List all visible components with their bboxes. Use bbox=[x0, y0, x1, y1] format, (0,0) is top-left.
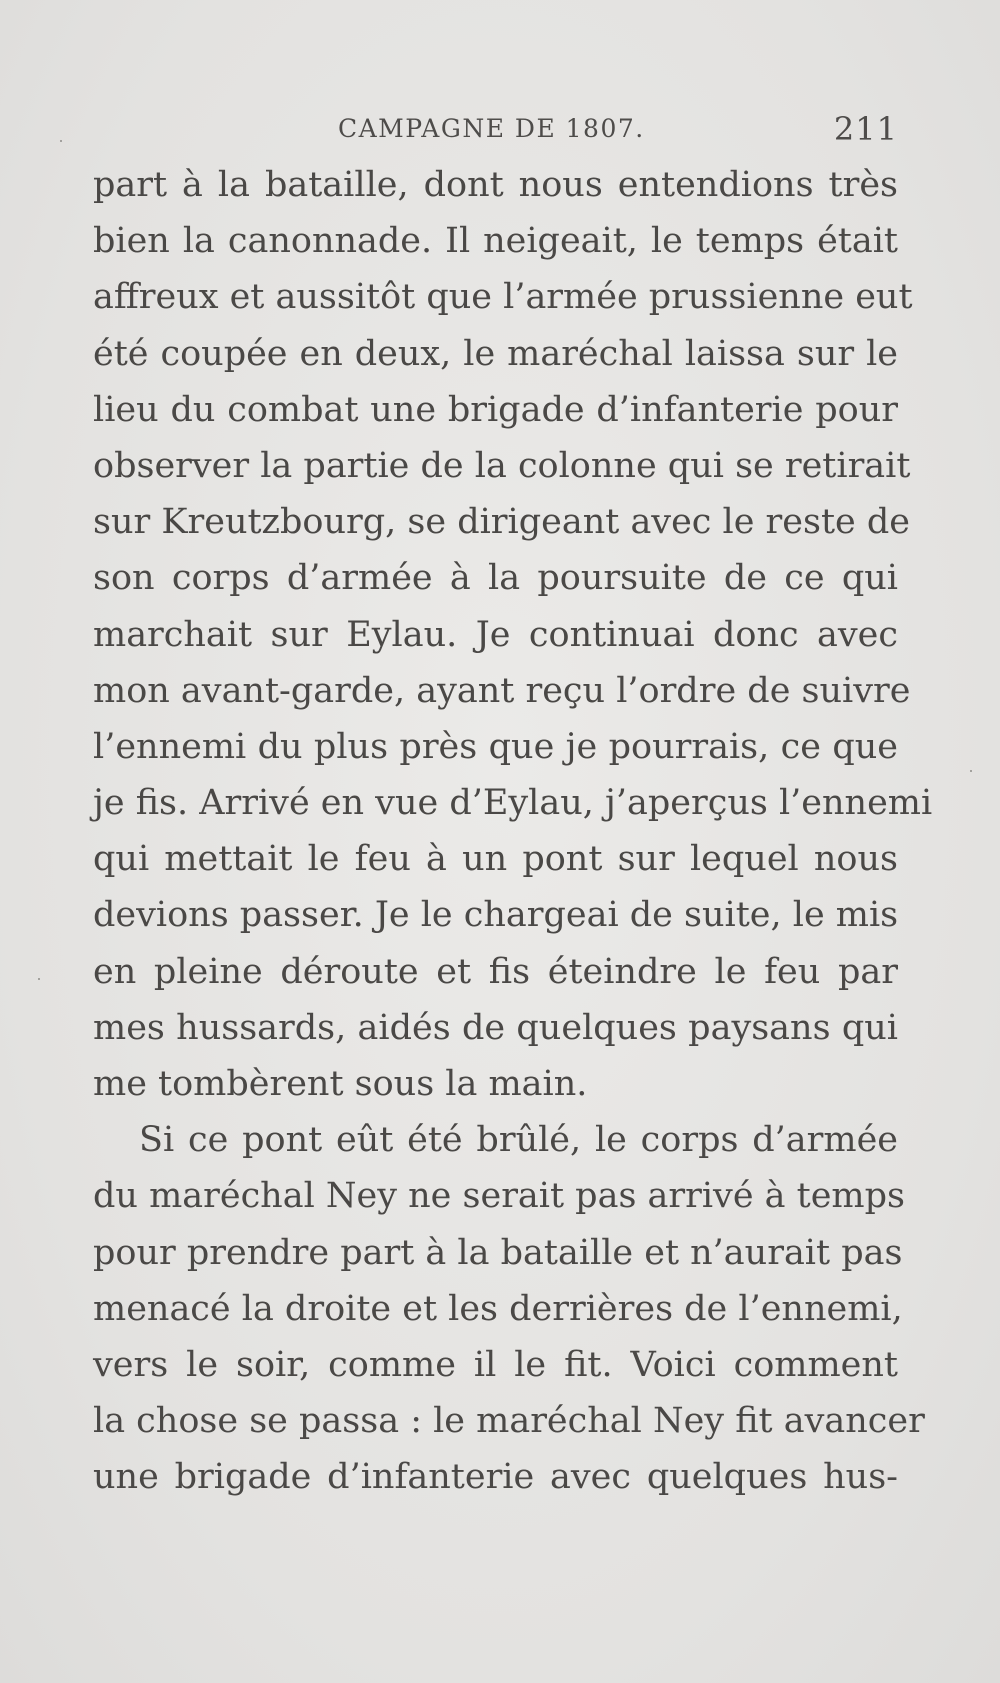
running-head bbox=[93, 110, 898, 150]
paper-speck bbox=[970, 770, 972, 772]
running-head-title: CAMPAGNE DE 1807. bbox=[338, 114, 645, 143]
text-line: en pleine déroute et fis éteindre le feu par bbox=[93, 951, 898, 992]
text-line: menacé la droite et les derrières de l’ennemi, bbox=[93, 1288, 903, 1329]
paper-speck bbox=[38, 978, 40, 980]
text-line: bien la canonnade. Il neigeait, le temps était bbox=[93, 221, 898, 262]
text-line: mes hussards, aidés de quelques paysans qui bbox=[93, 1007, 898, 1048]
paragraph-end-line: me tombèrent sous la main. bbox=[93, 1064, 588, 1104]
text-line: part à la bataille, dont nous entendions très bbox=[93, 165, 898, 205]
text-line: marchait sur Eylau. Je continuai donc avec bbox=[93, 614, 898, 655]
text-line: observer la partie de la colonne qui se retirait bbox=[93, 445, 911, 486]
paper-speck bbox=[60, 140, 62, 142]
text-line: affreux et aussitôt que l’armée prussienne eut bbox=[93, 277, 913, 318]
text-line: sur Kreutzbourg, se dirigeant avec le reste de bbox=[93, 502, 910, 543]
text-line: devions passer. Je le chargeai de suite, le mis bbox=[93, 895, 899, 936]
text-line: qui mettait le feu à un pont sur lequel nous bbox=[93, 839, 898, 880]
text-line: du maréchal Ney ne serait pas arrivé à temps bbox=[93, 1176, 905, 1217]
text-line: lieu du combat une brigade d’infanterie pour bbox=[93, 389, 898, 430]
text-line: pour prendre part à la bataille et n’aurait pas bbox=[93, 1232, 903, 1273]
text-line: vers le soir, comme il le fit. Voici comment bbox=[93, 1344, 898, 1385]
text-line: la chose se passa : le maréchal Ney fit avancer bbox=[93, 1401, 925, 1442]
paragraph-start-line: Si ce pont eût été brûlé, le corps d’armée bbox=[139, 1120, 898, 1161]
text-line: son corps d’armée à la poursuite de ce qui bbox=[93, 558, 898, 599]
page-number: 211 bbox=[833, 110, 898, 148]
body-text bbox=[93, 157, 933, 1506]
text-line: je fis. Arrivé en vue d’Eylau, j’aperçus l’ennemi bbox=[93, 783, 933, 824]
text-line: été coupée en deux, le maréchal laissa sur le bbox=[93, 333, 898, 374]
text-line: une brigade d’infanterie avec quelques hus- bbox=[93, 1457, 898, 1498]
text-line: mon avant-garde, ayant reçu l’ordre de suivre bbox=[93, 670, 911, 711]
text-line: l’ennemi du plus près que je pourrais, ce que bbox=[93, 726, 898, 767]
